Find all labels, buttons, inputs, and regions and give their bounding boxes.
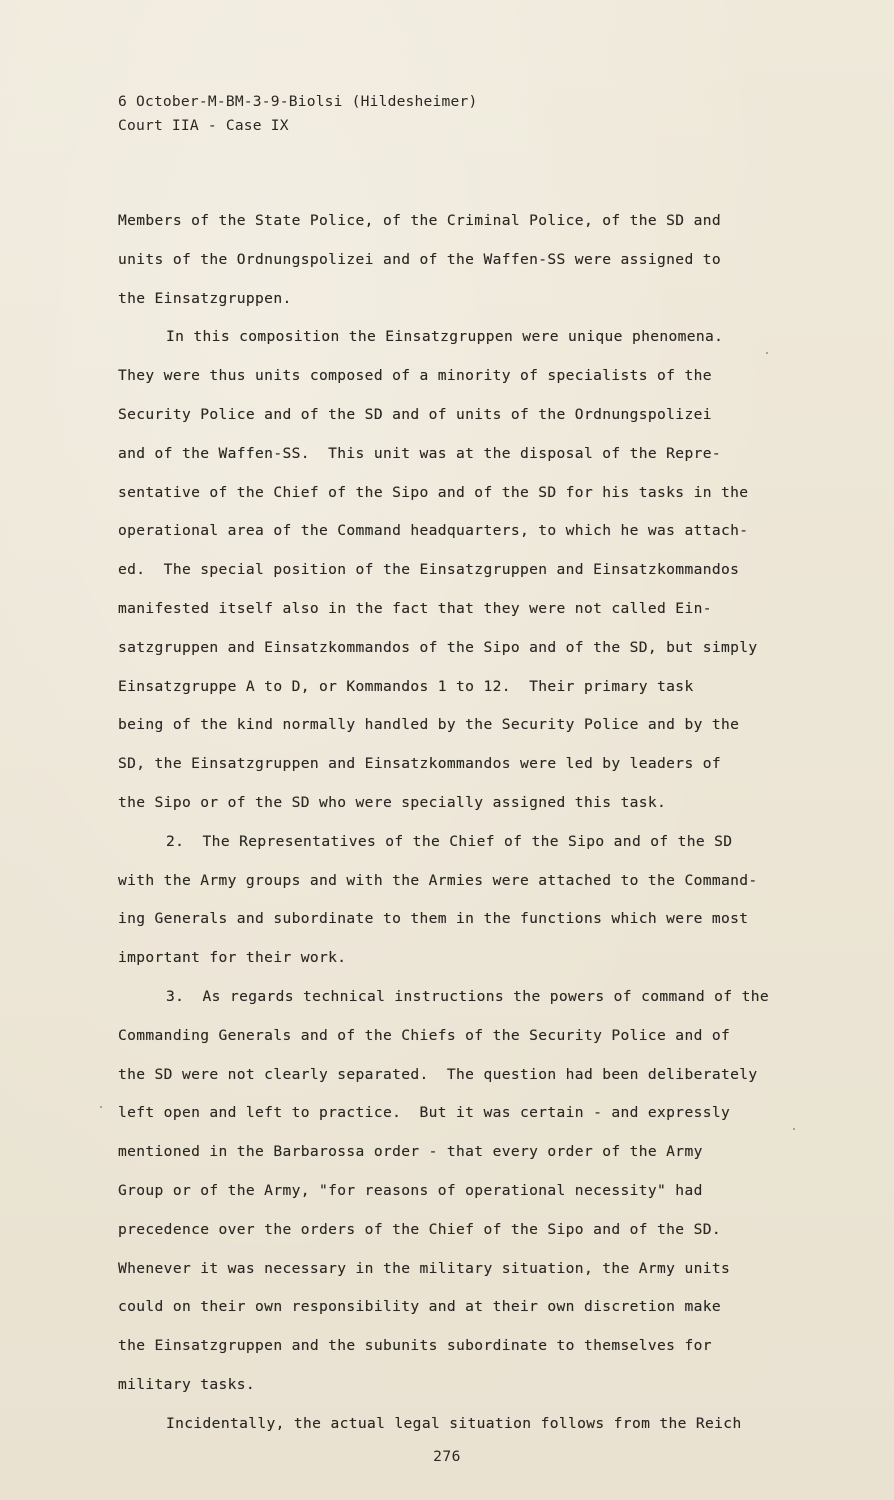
body-line: the Einsatzgruppen. (118, 289, 292, 307)
body-line: Commanding Generals and of the Chiefs of the Security Police and of (118, 1026, 731, 1044)
page-number: 276 (433, 1448, 461, 1465)
body-line: important for their work. (118, 949, 347, 967)
body-line: the Einsatzgruppen and the subunits subordinate to themselves for (118, 1337, 712, 1355)
body-line: units of the Ordnungspolizei and of the Waffen-SS were assigned to (118, 250, 721, 268)
body-line: left open and left to practice. But it was certain - and expressly (118, 1104, 731, 1122)
body-line: being of the kind normally handled by the Security Police and by the (118, 716, 740, 734)
body-line: could on their own responsibility and at their own discretion make (118, 1298, 721, 1316)
body-line: precedence over the orders of the Chief of the Sipo and of the SD. (118, 1220, 721, 1238)
header-reference-line: 6 October-M-BM-3-9-Biolsi (Hildesheimer) (118, 93, 478, 110)
paper-speck (793, 1128, 795, 1130)
document-body (118, 202, 818, 1444)
body-line: Whenever it was necessary in the military situation, the Army units (118, 1259, 731, 1277)
body-line: military tasks. (118, 1375, 256, 1393)
body-line: In this composition the Einsatzgruppen were unique phenomena. (166, 328, 724, 346)
body-line: 3. As regards technical instructions the powers of command of the (166, 987, 769, 1005)
body-line: the SD were not clearly separated. The question had been deliberately (118, 1065, 758, 1083)
body-line: 2. The Representatives of the Chief of the Sipo and of the SD (166, 832, 733, 850)
body-line: manifested itself also in the fact that they were not called Ein- (118, 599, 712, 617)
header-court-line: Court IIA - Case IX (118, 117, 289, 134)
body-line: ing Generals and subordinate to them in the functions which were most (118, 910, 749, 928)
body-line: Group or of the Army, "for reasons of operational necessity" had (118, 1181, 703, 1199)
body-line: with the Army groups and with the Armies were attached to the Command- (118, 871, 758, 889)
body-line: They were thus units composed of a minority of specialists of the (118, 367, 712, 385)
body-line: and of the Waffen-SS. This unit was at the disposal of the Repre- (118, 444, 721, 462)
paper-speck (100, 1106, 102, 1108)
body-line: the Sipo or of the SD who were specially assigned this task. (118, 793, 667, 811)
body-line: Security Police and of the SD and of units of the Ordnungspolizei (118, 405, 712, 423)
body-line: operational area of the Command headquarters, to which he was attach- (118, 522, 749, 540)
paper-speck (766, 352, 768, 354)
body-line: mentioned in the Barbarossa order - that every order of the Army (118, 1143, 703, 1161)
body-line: Incidentally, the actual legal situation follows from the Reich (166, 1414, 742, 1432)
body-line: SD, the Einsatzgruppen and Einsatzkommandos were led by leaders of (118, 755, 721, 773)
body-line: sentative of the Chief of the Sipo and of the SD for his tasks in the (118, 483, 749, 501)
body-line: Members of the State Police, of the Criminal Police, of the SD and (118, 212, 721, 229)
body-line: Einsatzgruppe A to D, or Kommandos 1 to 12. Their primary task (118, 677, 694, 695)
body-line: ed. The special position of the Einsatzgruppen and Einsatzkommandos (118, 561, 740, 579)
document-header (118, 90, 477, 138)
body-line: satzgruppen and Einsatzkommandos of the Sipo and of the SD, but simply (118, 638, 758, 656)
